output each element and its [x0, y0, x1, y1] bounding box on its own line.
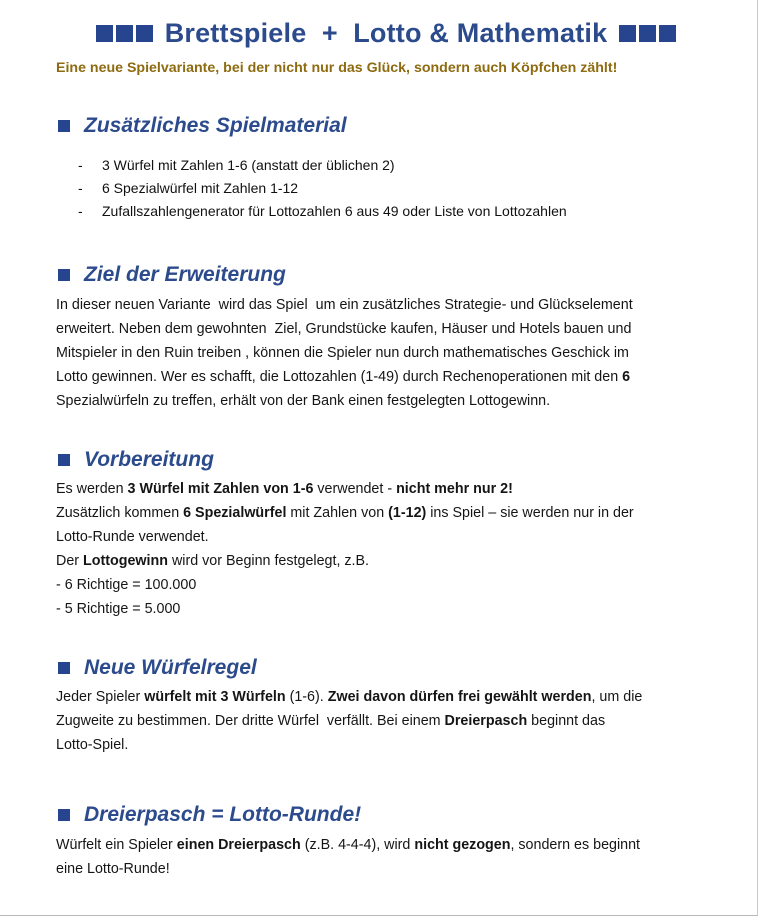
list-item: - 6 Spezialwürfel mit Zahlen 1-12 [78, 180, 299, 196]
heading-text: Zusätzliches Spielmaterial [84, 114, 347, 137]
heading-neue-wuerfelregel [58, 656, 257, 680]
heading-text: Ziel der Erweiterung [84, 263, 286, 286]
square-icon [96, 25, 113, 42]
vorbereitung-paragraph: Es werden 3 Würfel mit Zahlen von 1-6 verwendet - nicht mehr nur 2! Zusätzlich kommen 6 Spezialwürfel mit Zahlen von (1-12) ins Spiel – sie werden nur in der Lotto-Runde verwendet. Der Lottogewinn wird vor Beginn festgelegt, z.B. - 6 Richtige = 100.000 - 5 Richtige = 5.000 [56, 481, 634, 617]
square-icon [116, 25, 133, 42]
title-decoration-right [619, 25, 676, 42]
square-icon [136, 25, 153, 42]
list-item: - Zufallszahlengenerator für Lottozahlen 6 aus 49 oder Liste von Lottozahlen [78, 203, 567, 219]
heading-text: Dreierpasch = Lotto-Runde! [84, 803, 362, 826]
square-icon [659, 25, 676, 42]
document-title [56, 16, 716, 50]
square-bullet-icon [58, 269, 70, 281]
square-bullet-icon [58, 454, 70, 466]
ziel-paragraph: In dieser neuen Variante wird das Spiel um ein zusätzliches Strategie- und Glückselement erweitert. Neben dem gewohnten Ziel, Grundstücke kaufen, Häuser und Hotels bauen und Mitspieler in den Ruin treiben , können die Spieler nun durch mathematisches Geschick im Lotto gewinnen. Wer es schafft, die Lottozahlen (1-49) durch Rechenoperationen mit den 6 Spezialwürfeln zu treffen, erhält von der Bank einen festgelegten Lottogewinn. [56, 297, 633, 409]
heading-zusaetzliches-spielmaterial [58, 114, 347, 138]
square-icon [619, 25, 636, 42]
heading-dreierpasch [58, 803, 361, 827]
square-bullet-icon [58, 809, 70, 821]
list-item: - 3 Würfel mit Zahlen 1-6 (anstatt der üblichen 2) [78, 157, 395, 173]
heading-text: Vorbereitung [84, 448, 214, 471]
heading-vorbereitung [58, 448, 214, 472]
document-subtitle: Eine neue Spielvariante, bei der nicht nur das Glück, sondern auch Köpfchen zählt! [56, 60, 618, 76]
square-icon [639, 25, 656, 42]
square-bullet-icon [58, 120, 70, 132]
material-list [78, 154, 718, 223]
heading-ziel-der-erweiterung [58, 263, 286, 287]
title-text: Brettspiele + Lotto & Mathematik [164, 17, 608, 48]
square-bullet-icon [58, 662, 70, 674]
heading-text: Neue Würfelregel [84, 656, 257, 679]
wuerfelregel-paragraph: Jeder Spieler würfelt mit 3 Würfeln (1-6). Zwei davon dürfen frei gewählt werden, um die Zugweite zu bestimmen. Der dritte Würfel verfällt. Bei einem Dreierpasch beginnt das Lotto-Spiel. [56, 689, 643, 753]
dreierpasch-paragraph: Würfelt ein Spieler einen Dreierpasch (z.B. 4-4-4), wird nicht gezogen, sondern es beginnt eine Lotto-Runde! [56, 837, 641, 877]
title-decoration-left [96, 25, 153, 42]
